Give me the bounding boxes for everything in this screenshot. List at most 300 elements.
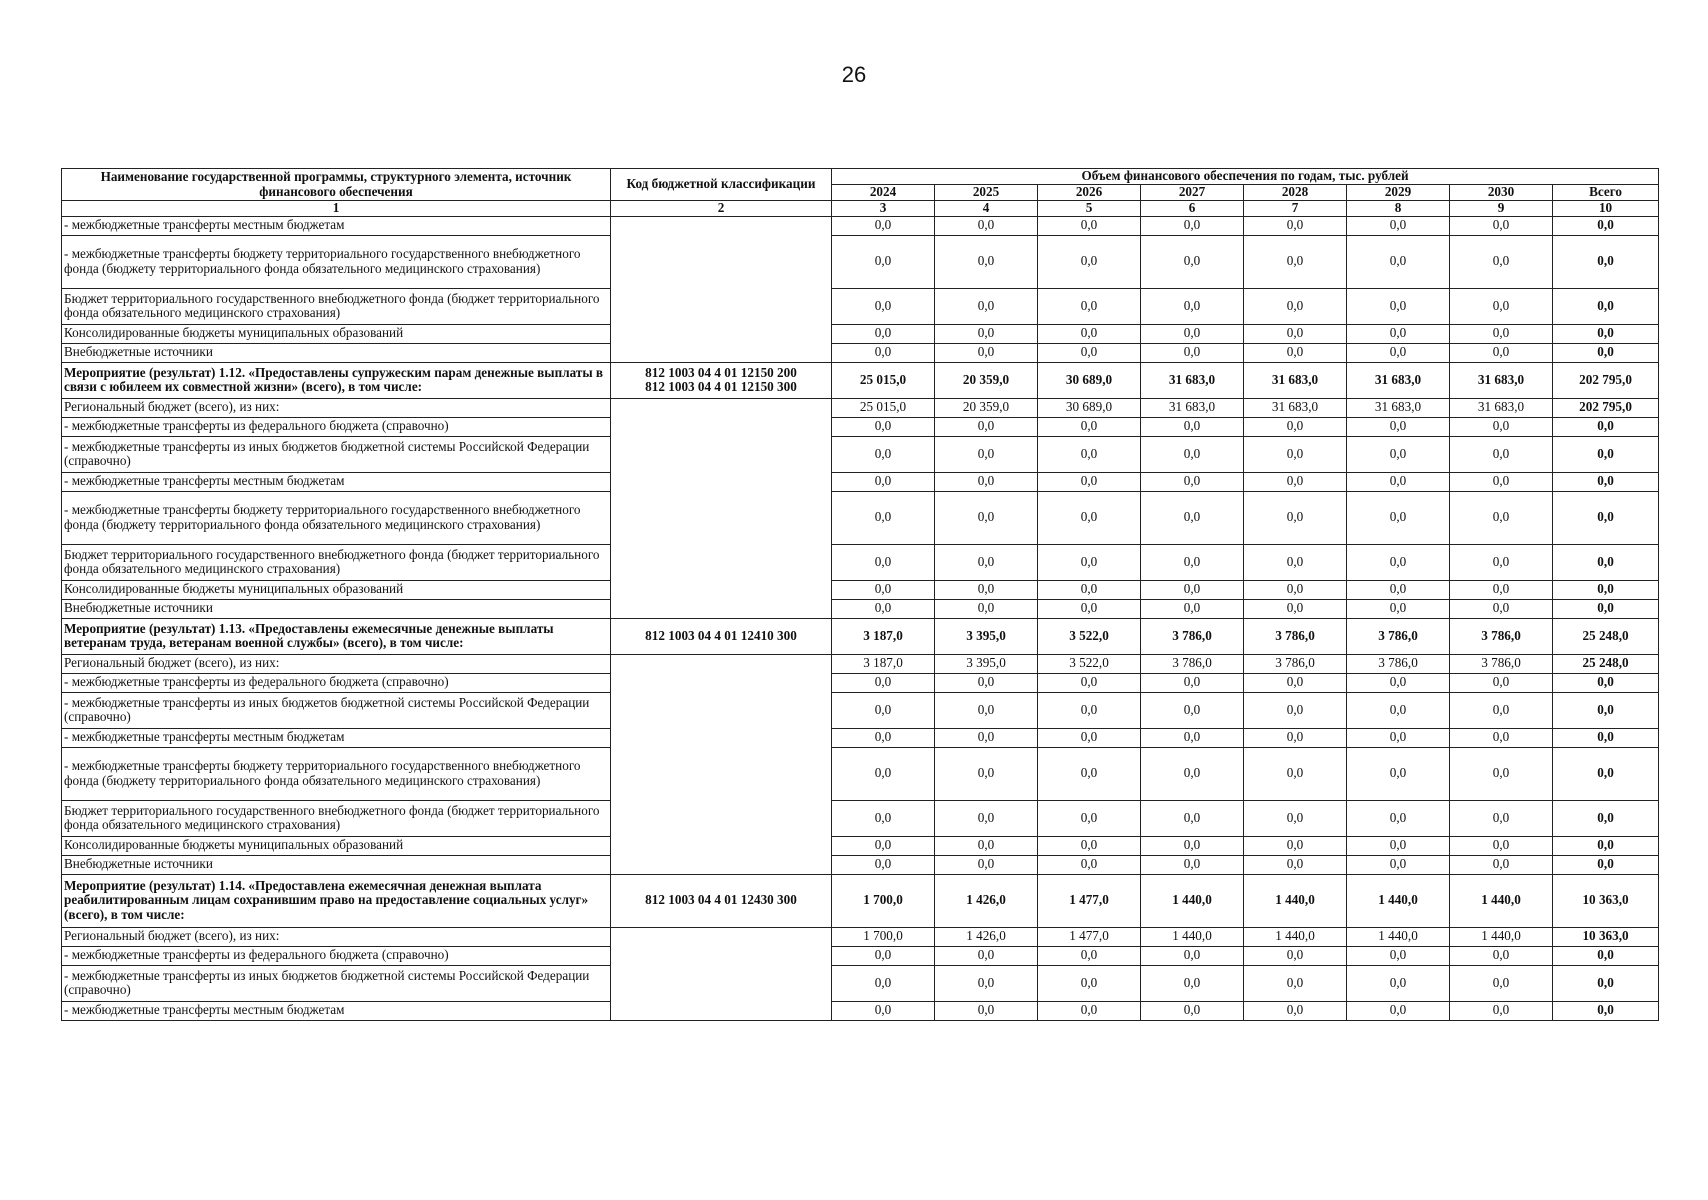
- table-row: [62, 491, 1659, 544]
- table-row: [62, 343, 1659, 362]
- year-value-cell: 3 786,0: [1141, 618, 1244, 654]
- total-cell: 0,0: [1553, 491, 1659, 544]
- year-value-cell: 0,0: [935, 946, 1038, 965]
- year-value-cell: 0,0: [1141, 1001, 1244, 1020]
- year-value-cell: 0,0: [1450, 965, 1553, 1001]
- total-cell: 0,0: [1553, 673, 1659, 692]
- table-row: [62, 288, 1659, 324]
- table-row: [62, 836, 1659, 855]
- measure-row: [62, 362, 1659, 398]
- year-value-cell: 1 440,0: [1141, 874, 1244, 927]
- table-row: [62, 800, 1659, 836]
- year-value-cell: 0,0: [832, 965, 935, 1001]
- year-value-cell: 0,0: [832, 324, 935, 343]
- source-name: Внебюджетные источники: [62, 343, 611, 362]
- year-value-cell: 0,0: [935, 472, 1038, 491]
- table-row: [62, 544, 1659, 580]
- year-value-cell: 3 786,0: [1347, 654, 1450, 673]
- source-name: - межбюджетные трансферты из иных бюджетов бюджетной системы Российской Федерации (справочно): [62, 436, 611, 472]
- table-row: [62, 216, 1659, 235]
- year-value-cell: 0,0: [1038, 728, 1141, 747]
- year-value-cell: 0,0: [935, 692, 1038, 728]
- year-value-cell: 0,0: [1347, 946, 1450, 965]
- year-value-cell: 0,0: [1141, 491, 1244, 544]
- header-volume: Объем финансового обеспечения по годам, тыс. рублей: [832, 169, 1659, 185]
- budget-code-empty: [611, 216, 832, 362]
- column-number: 2: [611, 201, 832, 217]
- source-name: Региональный бюджет (всего), из них:: [62, 398, 611, 417]
- year-value-cell: 1 440,0: [1450, 927, 1553, 946]
- year-value-cell: 0,0: [1038, 946, 1141, 965]
- year-value-cell: 0,0: [1347, 288, 1450, 324]
- year-value-cell: 3 522,0: [1038, 654, 1141, 673]
- total-cell: 202 795,0: [1553, 362, 1659, 398]
- source-name: Бюджет территориального государственного внебюджетного фонда (бюджет территориального фонда обязательного медицинского страхования): [62, 800, 611, 836]
- total-cell: 10 363,0: [1553, 874, 1659, 927]
- year-value-cell: 1 426,0: [935, 874, 1038, 927]
- year-value-cell: 0,0: [1244, 673, 1347, 692]
- year-value-cell: 0,0: [1038, 472, 1141, 491]
- year-value-cell: 0,0: [832, 417, 935, 436]
- table-row: [62, 235, 1659, 288]
- year-value-cell: 0,0: [832, 692, 935, 728]
- year-value-cell: 0,0: [1450, 288, 1553, 324]
- year-value-cell: 0,0: [1347, 491, 1450, 544]
- year-value-cell: 0,0: [1141, 544, 1244, 580]
- year-value-cell: 0,0: [832, 235, 935, 288]
- column-number: 4: [935, 201, 1038, 217]
- year-value-cell: 1 440,0: [1347, 874, 1450, 927]
- year-value-cell: 0,0: [1450, 544, 1553, 580]
- year-value-cell: 0,0: [832, 436, 935, 472]
- year-value-cell: 0,0: [935, 544, 1038, 580]
- year-value-cell: 0,0: [1450, 836, 1553, 855]
- total-cell: 0,0: [1553, 946, 1659, 965]
- year-value-cell: 0,0: [1347, 216, 1450, 235]
- year-value-cell: 0,0: [935, 965, 1038, 1001]
- total-cell: 0,0: [1553, 235, 1659, 288]
- year-value-cell: 0,0: [1141, 472, 1244, 491]
- year-value-cell: 0,0: [1141, 965, 1244, 1001]
- column-numbers-row: [62, 201, 1659, 217]
- year-value-cell: 0,0: [935, 728, 1038, 747]
- measure-name: Мероприятие (результат) 1.12. «Предоставлены супружеским парам денежные выплаты в связи с юбилеем их совместной жизни» (всего), в том числе:: [62, 362, 611, 398]
- year-value-cell: 0,0: [832, 836, 935, 855]
- total-cell: 10 363,0: [1553, 927, 1659, 946]
- year-value-cell: 0,0: [1244, 692, 1347, 728]
- total-cell: 0,0: [1553, 544, 1659, 580]
- year-value-cell: 0,0: [1244, 946, 1347, 965]
- year-value-cell: 0,0: [1038, 836, 1141, 855]
- year-value-cell: 0,0: [1141, 288, 1244, 324]
- year-value-cell: 0,0: [832, 599, 935, 618]
- year-value-cell: 0,0: [1038, 288, 1141, 324]
- total-cell: 0,0: [1553, 288, 1659, 324]
- year-value-cell: 3 187,0: [832, 618, 935, 654]
- year-value-cell: 0,0: [1450, 855, 1553, 874]
- total-cell: 25 248,0: [1553, 654, 1659, 673]
- year-value-cell: 0,0: [935, 491, 1038, 544]
- total-cell: 0,0: [1553, 599, 1659, 618]
- year-value-cell: 0,0: [832, 472, 935, 491]
- year-value-cell: 0,0: [832, 673, 935, 692]
- budget-code: 812 1003 04 4 01 12410 300: [611, 618, 832, 654]
- year-value-cell: 0,0: [832, 288, 935, 324]
- year-value-cell: 3 786,0: [1450, 654, 1553, 673]
- year-value-cell: 0,0: [832, 855, 935, 874]
- year-value-cell: 31 683,0: [1347, 398, 1450, 417]
- year-value-cell: 0,0: [935, 855, 1038, 874]
- financing-table: [61, 168, 1659, 1021]
- year-value-cell: 1 700,0: [832, 927, 935, 946]
- source-name: Консолидированные бюджеты муниципальных образований: [62, 580, 611, 599]
- total-cell: 0,0: [1553, 417, 1659, 436]
- year-value-cell: 1 477,0: [1038, 927, 1141, 946]
- table-row: [62, 946, 1659, 965]
- year-value-cell: 0,0: [832, 946, 935, 965]
- year-value-cell: 0,0: [1038, 747, 1141, 800]
- budget-code-empty: [611, 654, 832, 874]
- year-value-cell: 0,0: [1347, 599, 1450, 618]
- column-number: 5: [1038, 201, 1141, 217]
- total-cell: 0,0: [1553, 800, 1659, 836]
- year-value-cell: 1 440,0: [1347, 927, 1450, 946]
- year-value-cell: 0,0: [1347, 965, 1450, 1001]
- column-number: 3: [832, 201, 935, 217]
- table-row: [62, 580, 1659, 599]
- header-code: Код бюджетной классификации: [611, 169, 832, 201]
- year-value-cell: 0,0: [832, 728, 935, 747]
- year-value-cell: 31 683,0: [1450, 398, 1553, 417]
- year-value-cell: 20 359,0: [935, 362, 1038, 398]
- column-number: 8: [1347, 201, 1450, 217]
- year-value-cell: 0,0: [1450, 235, 1553, 288]
- year-value-cell: 1 440,0: [1450, 874, 1553, 927]
- year-value-cell: 0,0: [1038, 855, 1141, 874]
- year-value-cell: 0,0: [1244, 728, 1347, 747]
- year-value-cell: 0,0: [1141, 216, 1244, 235]
- year-value-cell: 3 395,0: [935, 654, 1038, 673]
- column-number: 7: [1244, 201, 1347, 217]
- year-value-cell: 1 440,0: [1244, 927, 1347, 946]
- year-value-cell: 0,0: [1244, 599, 1347, 618]
- source-name: Консолидированные бюджеты муниципальных образований: [62, 324, 611, 343]
- year-value-cell: 0,0: [1450, 800, 1553, 836]
- year-value-cell: 0,0: [1244, 544, 1347, 580]
- year-value-cell: 3 786,0: [1141, 654, 1244, 673]
- year-value-cell: 0,0: [1347, 728, 1450, 747]
- year-value-cell: 0,0: [1244, 436, 1347, 472]
- year-value-cell: 0,0: [1450, 417, 1553, 436]
- year-value-cell: 0,0: [1141, 728, 1244, 747]
- year-value-cell: 0,0: [1141, 855, 1244, 874]
- source-name: Региональный бюджет (всего), из них:: [62, 654, 611, 673]
- year-value-cell: 0,0: [1038, 324, 1141, 343]
- source-name: - межбюджетные трансферты местным бюджетам: [62, 1001, 611, 1020]
- header-name: Наименование государственной программы, структурного элемента, источник финансового обеспечения: [62, 169, 611, 201]
- year-value-cell: 3 522,0: [1038, 618, 1141, 654]
- year-value-cell: 0,0: [1244, 417, 1347, 436]
- year-value-cell: 30 689,0: [1038, 398, 1141, 417]
- source-name: - межбюджетные трансферты из иных бюджетов бюджетной системы Российской Федерации (справочно): [62, 692, 611, 728]
- source-name: Региональный бюджет (всего), из них:: [62, 927, 611, 946]
- header-year: 2025: [935, 185, 1038, 201]
- year-value-cell: 0,0: [1141, 673, 1244, 692]
- year-value-cell: 1 440,0: [1141, 927, 1244, 946]
- source-name: - межбюджетные трансферты бюджету территориального государственного внебюджетного фонда (бюджету территориального фонда обязательного медицинского страхования): [62, 747, 611, 800]
- year-value-cell: 0,0: [832, 580, 935, 599]
- total-cell: 0,0: [1553, 728, 1659, 747]
- source-name: - межбюджетные трансферты из федерального бюджета (справочно): [62, 417, 611, 436]
- year-value-cell: 0,0: [1450, 491, 1553, 544]
- year-value-cell: 0,0: [1244, 324, 1347, 343]
- table-row: [62, 436, 1659, 472]
- year-value-cell: 0,0: [935, 836, 1038, 855]
- header-year: 2027: [1141, 185, 1244, 201]
- year-value-cell: 0,0: [935, 599, 1038, 618]
- year-value-cell: 0,0: [1347, 673, 1450, 692]
- year-value-cell: 0,0: [1038, 544, 1141, 580]
- year-value-cell: 0,0: [1038, 417, 1141, 436]
- year-value-cell: 0,0: [1244, 1001, 1347, 1020]
- year-value-cell: 31 683,0: [1450, 362, 1553, 398]
- year-value-cell: 3 187,0: [832, 654, 935, 673]
- measure-name: Мероприятие (результат) 1.14. «Предоставлена ежемесячная денежная выплата реабилитированным лицам сохранившим право на предоставление социальных услуг» (всего), в том числе:: [62, 874, 611, 927]
- year-value-cell: 0,0: [935, 673, 1038, 692]
- year-value-cell: 0,0: [1244, 343, 1347, 362]
- year-value-cell: 0,0: [935, 235, 1038, 288]
- table-row: [62, 965, 1659, 1001]
- budget-code-empty: [611, 927, 832, 1020]
- year-value-cell: 0,0: [1038, 1001, 1141, 1020]
- table-row: [62, 673, 1659, 692]
- year-value-cell: 0,0: [1450, 728, 1553, 747]
- header-year: 2024: [832, 185, 935, 201]
- year-value-cell: 0,0: [832, 800, 935, 836]
- year-value-cell: 0,0: [1347, 747, 1450, 800]
- year-value-cell: 0,0: [1347, 692, 1450, 728]
- year-value-cell: 3 395,0: [935, 618, 1038, 654]
- total-cell: 0,0: [1553, 747, 1659, 800]
- table-body: [62, 216, 1659, 1020]
- year-value-cell: 0,0: [1450, 324, 1553, 343]
- table-row: [62, 654, 1659, 673]
- year-value-cell: 0,0: [1347, 544, 1450, 580]
- source-name: - межбюджетные трансферты местным бюджетам: [62, 728, 611, 747]
- year-value-cell: 0,0: [935, 1001, 1038, 1020]
- total-cell: 0,0: [1553, 472, 1659, 491]
- header-total: Всего: [1553, 185, 1659, 201]
- year-value-cell: 31 683,0: [1244, 398, 1347, 417]
- header-year: 2029: [1347, 185, 1450, 201]
- year-value-cell: 0,0: [1450, 343, 1553, 362]
- total-cell: 0,0: [1553, 216, 1659, 235]
- year-value-cell: 0,0: [1038, 343, 1141, 362]
- year-value-cell: 0,0: [1450, 1001, 1553, 1020]
- total-cell: 0,0: [1553, 965, 1659, 1001]
- year-value-cell: 0,0: [1141, 417, 1244, 436]
- year-value-cell: 0,0: [935, 417, 1038, 436]
- source-name: Бюджет территориального государственного внебюджетного фонда (бюджет территориального фонда обязательного медицинского страхования): [62, 544, 611, 580]
- year-value-cell: 0,0: [935, 747, 1038, 800]
- year-value-cell: 0,0: [1038, 800, 1141, 836]
- year-value-cell: 0,0: [1244, 800, 1347, 836]
- year-value-cell: 0,0: [1347, 855, 1450, 874]
- total-cell: 202 795,0: [1553, 398, 1659, 417]
- year-value-cell: 1 440,0: [1244, 874, 1347, 927]
- measure-row: [62, 874, 1659, 927]
- year-value-cell: 0,0: [1038, 673, 1141, 692]
- header-year: 2026: [1038, 185, 1141, 201]
- table-row: [62, 472, 1659, 491]
- year-value-cell: 0,0: [1038, 692, 1141, 728]
- year-value-cell: 0,0: [1038, 599, 1141, 618]
- year-value-cell: 0,0: [1347, 343, 1450, 362]
- year-value-cell: 0,0: [1244, 472, 1347, 491]
- year-value-cell: 0,0: [832, 747, 935, 800]
- year-value-cell: 3 786,0: [1347, 618, 1450, 654]
- table-row: [62, 855, 1659, 874]
- year-value-cell: 0,0: [1347, 417, 1450, 436]
- year-value-cell: 0,0: [935, 800, 1038, 836]
- year-value-cell: 31 683,0: [1347, 362, 1450, 398]
- source-name: Консолидированные бюджеты муниципальных образований: [62, 836, 611, 855]
- year-value-cell: 0,0: [1347, 580, 1450, 599]
- year-value-cell: 3 786,0: [1244, 618, 1347, 654]
- year-value-cell: 0,0: [1244, 747, 1347, 800]
- table-row: [62, 324, 1659, 343]
- year-value-cell: 0,0: [935, 580, 1038, 599]
- year-value-cell: 0,0: [935, 216, 1038, 235]
- source-name: Бюджет территориального государственного внебюджетного фонда (бюджет территориального фонда обязательного медицинского страхования): [62, 288, 611, 324]
- total-cell: 0,0: [1553, 580, 1659, 599]
- year-value-cell: 20 359,0: [935, 398, 1038, 417]
- year-value-cell: 0,0: [1244, 580, 1347, 599]
- table-row: [62, 927, 1659, 946]
- year-value-cell: 0,0: [832, 544, 935, 580]
- year-value-cell: 0,0: [1244, 288, 1347, 324]
- total-cell: 25 248,0: [1553, 618, 1659, 654]
- year-value-cell: 0,0: [1244, 216, 1347, 235]
- header-year: 2030: [1450, 185, 1553, 201]
- source-name: Внебюджетные источники: [62, 599, 611, 618]
- year-value-cell: 0,0: [1347, 436, 1450, 472]
- table-row: [62, 1001, 1659, 1020]
- measure-row: [62, 618, 1659, 654]
- table-row: [62, 398, 1659, 417]
- year-value-cell: 0,0: [832, 216, 935, 235]
- source-name: - межбюджетные трансферты из федерального бюджета (справочно): [62, 946, 611, 965]
- budget-code: 812 1003 04 4 01 12430 300: [611, 874, 832, 927]
- year-value-cell: 0,0: [1450, 692, 1553, 728]
- column-number: 6: [1141, 201, 1244, 217]
- year-value-cell: 0,0: [1347, 800, 1450, 836]
- year-value-cell: 0,0: [1347, 1001, 1450, 1020]
- year-value-cell: 0,0: [1450, 673, 1553, 692]
- year-value-cell: 0,0: [1141, 324, 1244, 343]
- year-value-cell: 0,0: [1244, 855, 1347, 874]
- table-row: [62, 417, 1659, 436]
- column-number: 1: [62, 201, 611, 217]
- header-year: 2028: [1244, 185, 1347, 201]
- year-value-cell: 0,0: [1038, 491, 1141, 544]
- year-value-cell: 31 683,0: [1244, 362, 1347, 398]
- source-name: Внебюджетные источники: [62, 855, 611, 874]
- total-cell: 0,0: [1553, 692, 1659, 728]
- budget-code-empty: [611, 398, 832, 618]
- total-cell: 0,0: [1553, 855, 1659, 874]
- year-value-cell: 31 683,0: [1141, 398, 1244, 417]
- column-number: 9: [1450, 201, 1553, 217]
- year-value-cell: 0,0: [832, 491, 935, 544]
- year-value-cell: 1 700,0: [832, 874, 935, 927]
- year-value-cell: 0,0: [935, 288, 1038, 324]
- year-value-cell: 0,0: [1347, 472, 1450, 491]
- year-value-cell: 30 689,0: [1038, 362, 1141, 398]
- year-value-cell: 0,0: [1038, 436, 1141, 472]
- year-value-cell: 0,0: [1450, 580, 1553, 599]
- year-value-cell: 0,0: [1450, 216, 1553, 235]
- year-value-cell: 0,0: [1038, 216, 1141, 235]
- year-value-cell: 0,0: [832, 343, 935, 362]
- year-value-cell: 0,0: [1038, 965, 1141, 1001]
- year-value-cell: 0,0: [1450, 747, 1553, 800]
- year-value-cell: 0,0: [1141, 800, 1244, 836]
- year-value-cell: 25 015,0: [832, 398, 935, 417]
- source-name: - межбюджетные трансферты из иных бюджетов бюджетной системы Российской Федерации (справочно): [62, 965, 611, 1001]
- year-value-cell: 0,0: [1347, 324, 1450, 343]
- total-cell: 0,0: [1553, 324, 1659, 343]
- year-value-cell: 0,0: [1244, 235, 1347, 288]
- year-value-cell: 0,0: [1450, 472, 1553, 491]
- year-value-cell: 0,0: [1038, 235, 1141, 288]
- source-name: - межбюджетные трансферты местным бюджетам: [62, 216, 611, 235]
- year-value-cell: 0,0: [832, 1001, 935, 1020]
- year-value-cell: 0,0: [1244, 836, 1347, 855]
- total-cell: 0,0: [1553, 436, 1659, 472]
- year-value-cell: 0,0: [1141, 343, 1244, 362]
- table-row: [62, 728, 1659, 747]
- year-value-cell: 3 786,0: [1450, 618, 1553, 654]
- source-name: - межбюджетные трансферты бюджету территориального государственного внебюджетного фонда (бюджету территориального фонда обязательного медицинского страхования): [62, 235, 611, 288]
- year-value-cell: 1 426,0: [935, 927, 1038, 946]
- year-value-cell: 0,0: [1450, 436, 1553, 472]
- source-name: - межбюджетные трансферты бюджету территориального государственного внебюджетного фонда (бюджету территориального фонда обязательного медицинского страхования): [62, 491, 611, 544]
- total-cell: 0,0: [1553, 1001, 1659, 1020]
- total-cell: 0,0: [1553, 836, 1659, 855]
- year-value-cell: 0,0: [1038, 580, 1141, 599]
- year-value-cell: 0,0: [935, 324, 1038, 343]
- measure-name: Мероприятие (результат) 1.13. «Предоставлены ежемесячные денежные выплаты ветеранам труда, ветеранам военной службы» (всего), в том числе:: [62, 618, 611, 654]
- year-value-cell: 0,0: [1347, 235, 1450, 288]
- year-value-cell: 0,0: [1141, 836, 1244, 855]
- year-value-cell: 0,0: [1141, 747, 1244, 800]
- page-number: 26: [841, 62, 867, 87]
- table-row: [62, 599, 1659, 618]
- year-value-cell: 0,0: [935, 343, 1038, 362]
- year-value-cell: 1 477,0: [1038, 874, 1141, 927]
- year-value-cell: 0,0: [1347, 836, 1450, 855]
- column-number: 10: [1553, 201, 1659, 217]
- year-value-cell: 0,0: [1141, 436, 1244, 472]
- year-value-cell: 0,0: [1244, 965, 1347, 1001]
- budget-code: 812 1003 04 4 01 12150 200 812 1003 04 4 01 12150 300: [611, 362, 832, 398]
- year-value-cell: 0,0: [1141, 599, 1244, 618]
- table-row: [62, 747, 1659, 800]
- source-name: - межбюджетные трансферты местным бюджетам: [62, 472, 611, 491]
- table-header: [62, 169, 1659, 217]
- year-value-cell: 0,0: [1141, 692, 1244, 728]
